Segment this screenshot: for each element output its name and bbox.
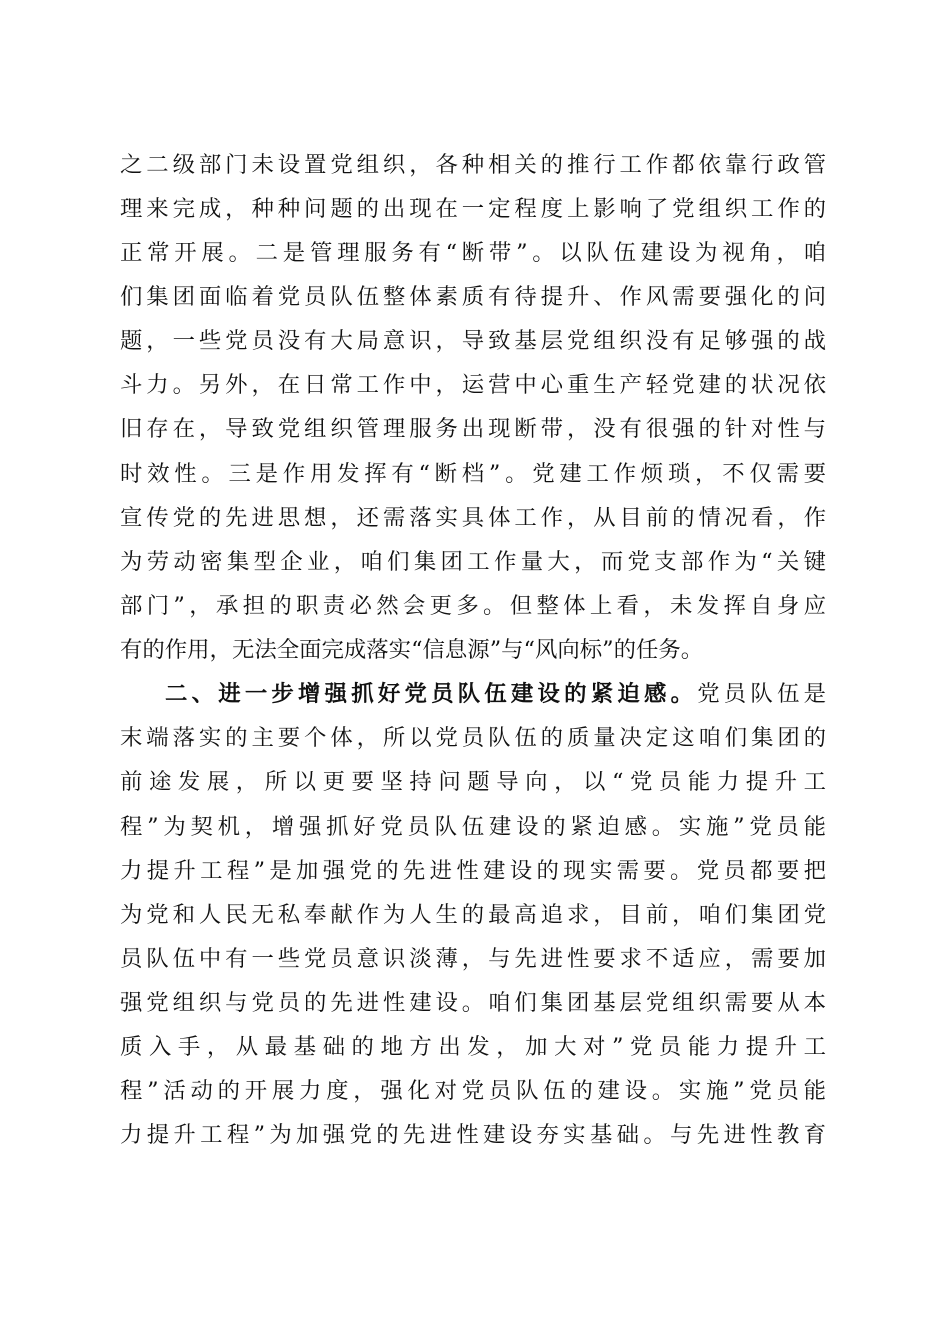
body-text-line: 前途发展，所以更要坚持问题导向，以“党员能力提升工 xyxy=(120,769,826,795)
section-heading-continuation: 党员队伍是 xyxy=(697,681,827,707)
body-text-line: 正常开展。二是管理服务有“断带”。以队伍建设为视角，咱 xyxy=(120,240,826,266)
body-text-line: 理来完成，种种问题的出现在一定程度上影响了党组织工作的 xyxy=(120,196,826,222)
body-text-line: 宣传党的先进思想，还需落实具体工作，从目前的情况看，作 xyxy=(120,505,826,531)
body-text-line: 为党和人民无私奉献作为人生的最高追求，目前，咱们集团党 xyxy=(120,902,826,928)
body-text-line: 题，一些党员没有大局意识，导致基层党组织没有足够强的战 xyxy=(120,328,826,354)
body-text-line: 斗力。另外，在日常工作中，运营中心重生产轻党建的状况依 xyxy=(120,372,826,398)
body-text-line: 力提升工程”为加强党的先进性建设夯实基础。与先进性教育 xyxy=(120,1122,826,1148)
body-text-line: 们集团面临着党员队伍整体素质有待提升、作风需要强化的问 xyxy=(120,284,826,310)
section-heading-line xyxy=(165,679,826,709)
body-text-line: 部门”，承担的职责必然会更多。但整体上看，未发挥自身应 xyxy=(120,593,826,619)
body-text-line: 程”为契机，增强抓好党员队伍建设的紧迫感。实施”党员能 xyxy=(120,814,826,840)
body-text-line: 时效性。三是作用发挥有“断档”。党建工作烦琐，不仅需要 xyxy=(120,461,826,487)
body-text-line: 强党组织与党员的先进性建设。咱们集团基层党组织需要从本 xyxy=(120,990,826,1016)
body-text-line: 程”活动的开展力度，强化对党员队伍的建设。实施”党员能 xyxy=(120,1078,826,1104)
body-text-line: 力提升工程”是加强党的先进性建设的现实需要。党员都要把 xyxy=(120,858,826,884)
body-text-line: 有的作用，无法全面完成落实“信息源”与“风向标”的任务。 xyxy=(120,637,704,663)
body-text-line: 末端落实的主要个体，所以党员队伍的质量决定这咱们集团的 xyxy=(120,725,826,751)
section-heading: 二、进一步增强抓好党员队伍建设的紧迫感。 xyxy=(165,681,698,707)
body-text-line: 旧存在，导致党组织管理服务出现断带，没有很强的针对性与 xyxy=(120,416,826,442)
body-text-line: 员队伍中有一些党员意识淡薄，与先进性要求不适应，需要加 xyxy=(120,946,826,972)
body-text-line: 为劳动密集型企业，咱们集团工作量大，而党支部作为“关键 xyxy=(120,549,826,575)
body-text-line: 质入手，从最基础的地方出发，加大对”党员能力提升工 xyxy=(120,1034,826,1060)
body-text-line: 之二级部门未设置党组织，各种相关的推行工作都依靠行政管 xyxy=(120,152,826,178)
